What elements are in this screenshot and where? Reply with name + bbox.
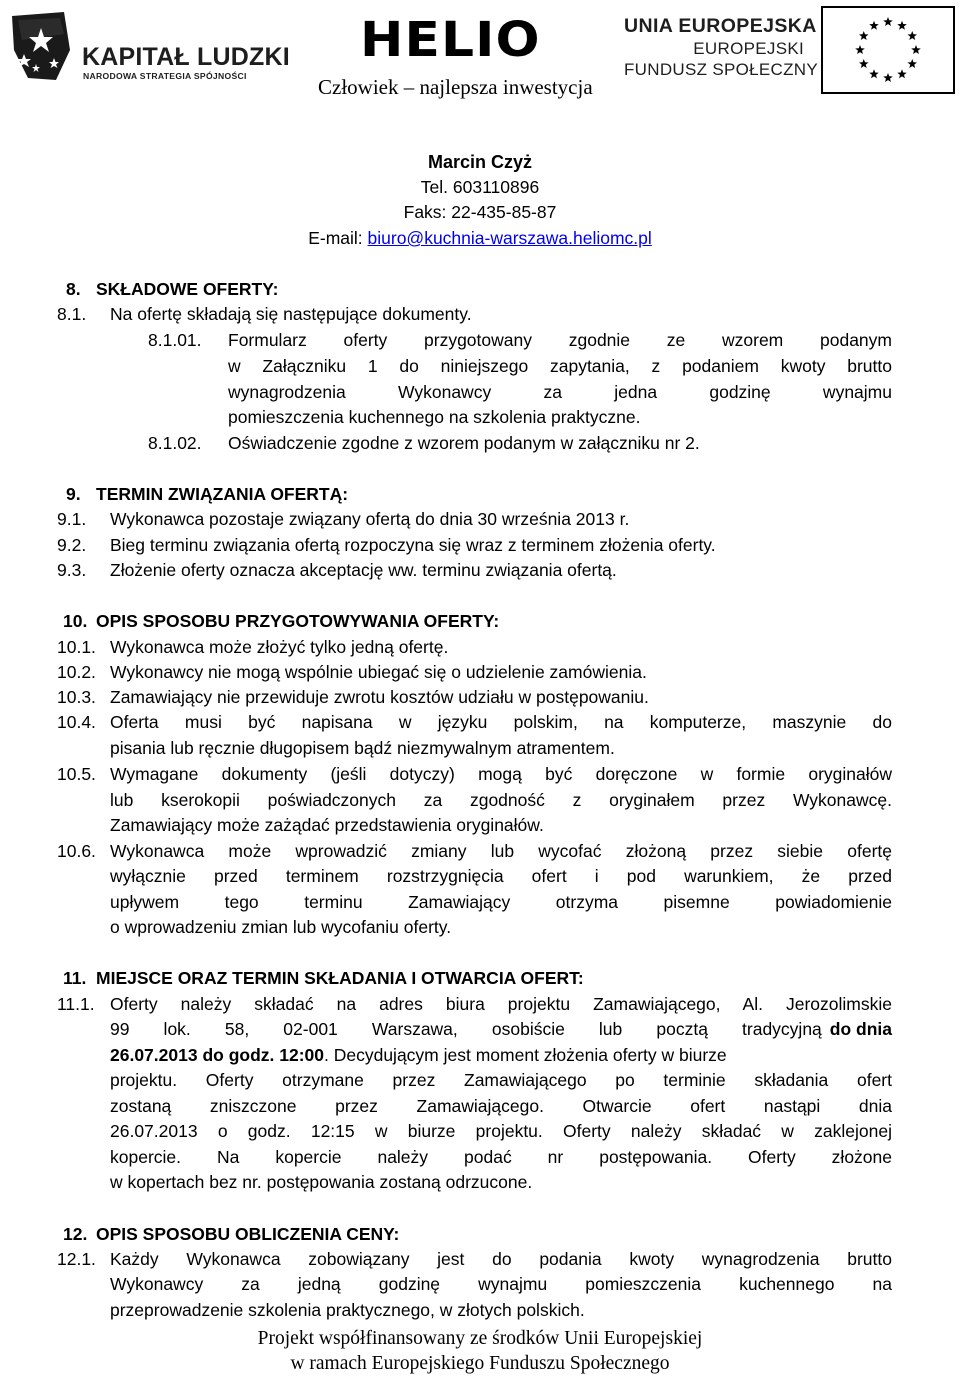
item-9-3-number: 9.3. (57, 560, 87, 580)
item-11-1-line-6: 26.07.2013 o godz. 12:15 w biurze projektu. Oferty należy składać w zaklejonej (110, 1121, 892, 1141)
item-11-1-line-3-text: . Decydującym jest moment złożenia oferty w biurze (324, 1045, 727, 1065)
item-9-1-number: 9.1. (57, 509, 87, 529)
section-11-number: 11. (63, 968, 87, 988)
item-11-1-line-8: w kopertach bez nr. postępowania zostaną odrzucone. (110, 1172, 533, 1192)
kapital-ludzki-logo (8, 10, 290, 82)
item-10-6-line-2: wyłącznie przed terminem rozstrzygnięcia ofert i pod warunkiem, że przed (110, 866, 892, 886)
item-11-1-line-4: projektu. Oferty otrzymane przez Zamawiającego po terminie składania ofert (110, 1070, 892, 1090)
item-10-3-number: 10.3. (57, 687, 96, 707)
email-label: E-mail: (308, 228, 368, 248)
item-8-1-01-line-4: pomieszczenia kuchennego na szkolenia praktyczne. (228, 407, 641, 427)
item-10-5-line-2: lub kserokopii poświadczonych za zgodność z oryginałem przez Wykonawcę. (110, 790, 892, 810)
item-10-1-text: Wykonawca może złożyć tylko jedną ofertę. (110, 637, 449, 657)
item-10-6-line-3: upływem tego terminu Zamawiający otrzyma pisemne powiadomienie (110, 892, 892, 912)
section-12-title: OPIS SPOSOBU OBLICZENIA CENY: (96, 1224, 400, 1244)
footer-line-2: w ramach Europejskiego Funduszu Społecznego (290, 1353, 670, 1374)
eu-line-3: FUNDUSZ SPOŁECZNY (624, 60, 819, 79)
item-10-3-text: Zamawiający nie przewiduje zwrotu kosztów udziału w postępowaniu. (110, 687, 649, 707)
item-8-1-number: 8.1. (57, 304, 87, 324)
eu-line-2: EUROPEJSKI (693, 39, 804, 58)
item-11-1-line-5: zostaną zniszczone przez Zamawiającego. Otwarcie ofert nastąpi dnia (110, 1096, 892, 1116)
deadline-datetime: 26.07.2013 do godz. 12:00 (110, 1045, 324, 1065)
footer-line-1: Projekt współfinansowany ze środków Unii Europejskiej (257, 1328, 703, 1349)
item-11-1-line-1: Oferty należy składać na adres biura projektu Zamawiającego, Al. Jerozolimskie (110, 994, 892, 1014)
item-8-1-01-number: 8.1.01. (148, 330, 202, 350)
section-8-number: 8. (66, 279, 81, 299)
item-10-6-line-4: o wprowadzeniu zmian lub wycofaniu oferty. (110, 917, 452, 937)
eu-logo-text (624, 14, 819, 80)
item-12-1-line-1: Każdy Wykonawca zobowiązany jest do podania kwoty wynagrodzenia brutto (110, 1249, 892, 1269)
contact-email-row (0, 226, 960, 252)
section-8-title: SKŁADOWE OFERTY: (96, 279, 279, 299)
item-11-1-number: 11.1. (57, 994, 95, 1014)
item-11-1-line-7: kopercie. Na kopercie należy podać nr postępowania. Oferty złożone (110, 1147, 892, 1167)
item-10-2-text: Wykonawcy nie mogą wspólnie ubiegać się o udzielenie zamówienia. (110, 662, 647, 682)
contact-phone: Tel. 603110896 (420, 177, 540, 197)
item-8-1-text: Na ofertę składają się następujące dokumenty. (110, 304, 472, 324)
item-11-1-line-2 (110, 1017, 892, 1043)
kapital-ludzki-emblem-icon (8, 10, 74, 82)
tagline: Człowiek – najlepsza inwestycja (318, 75, 593, 99)
item-12-1-number: 12.1. (57, 1249, 96, 1269)
contact-name: Marcin Czyż (427, 152, 533, 172)
section-9-title: TERMIN ZWIĄZANIA OFERTĄ: (96, 484, 349, 504)
section-10-number: 10. (63, 611, 88, 631)
email-link[interactable]: biuro@kuchnia-warszawa.heliomc.pl (367, 228, 652, 248)
eu-line-1: UNIA EUROPEJSKA (624, 15, 817, 37)
item-11-1-line-2-text: 99 lok. 58, 02-001 Warszawa, osobiście lub pocztą tradycyjną (110, 1019, 822, 1039)
item-9-2-number: 9.2. (57, 535, 87, 555)
item-10-4-line-1: Oferta musi być napisana w języku polskim, na komputerze, maszynie do (110, 712, 892, 732)
helio-logo: HELIO (360, 12, 541, 68)
section-11-title: MIEJSCE ORAZ TERMIN SKŁADANIA I OTWARCIA OFERT: (96, 968, 584, 988)
item-10-5-line-1: Wymagane dokumenty (jeśli dotyczy) mogą być doręczone w formie oryginałów (110, 764, 892, 784)
item-10-6-number: 10.6. (57, 841, 96, 861)
section-9-number: 9. (66, 484, 81, 504)
eu-flag-icon (821, 6, 955, 94)
item-10-6-line-1: Wykonawca może wprowadzić zmiany lub wycofać złożoną przez siebie ofertę (110, 841, 892, 861)
item-9-3-text: Złożenie oferty oznacza akceptację ww. terminu związania ofertą. (110, 560, 617, 580)
item-11-1-line-3 (110, 1043, 892, 1069)
item-9-1-text: Wykonawca pozostaje związany ofertą do dnia 30 września 2013 r. (110, 509, 630, 529)
kapital-ludzki-title: KAPITAŁ LUDZKI (82, 43, 290, 71)
item-10-2-number: 10.2. (57, 662, 96, 682)
section-10-title: OPIS SPOSOBU PRZYGOTOWYWANIA OFERTY: (96, 611, 500, 631)
item-12-1-line-3: przeprowadzenie szkolenia praktycznego, w złotych polskich. (110, 1300, 585, 1320)
item-8-1-01-line-3: wynagrodzenia Wykonawcy za jedna godzinę wynajmu (228, 382, 892, 402)
section-12-number: 12. (63, 1224, 88, 1244)
item-8-1-02-number: 8.1.02. (148, 433, 202, 453)
item-10-4-number: 10.4. (57, 712, 96, 732)
item-10-4-line-2: pisania lub ręcznie długopisem bądź niezmywalnym atramentem. (110, 738, 615, 758)
item-8-1-01-line-1: Formularz oferty przygotowany zgodnie ze wzorem podanym (228, 330, 892, 350)
item-8-1-01-line-2: w Załączniku 1 do niniejszego zapytania, z podaniem kwoty brutto (228, 356, 892, 376)
contact-fax: Faks: 22-435-85-87 (403, 202, 557, 222)
item-10-5-number: 10.5. (57, 764, 96, 784)
item-10-1-number: 10.1. (57, 637, 96, 657)
kapital-ludzki-subtitle: NARODOWA STRATEGIA SPÓJNOŚCI (83, 71, 247, 81)
item-8-1-02-text: Oświadczenie zgodne z wzorem podanym w załączniku nr 2. (228, 433, 700, 453)
item-10-5-line-3: Zamawiający może zażądać przedstawienia oryginałów. (110, 815, 544, 835)
deadline-date-label: do dnia (829, 1019, 892, 1039)
item-9-2-text: Bieg terminu związania ofertą rozpoczyna się wraz z terminem złożenia oferty. (110, 535, 716, 555)
item-12-1-line-2: Wykonawcy za jedną godzinę wynajmu pomieszczenia kuchennego na (110, 1274, 892, 1294)
